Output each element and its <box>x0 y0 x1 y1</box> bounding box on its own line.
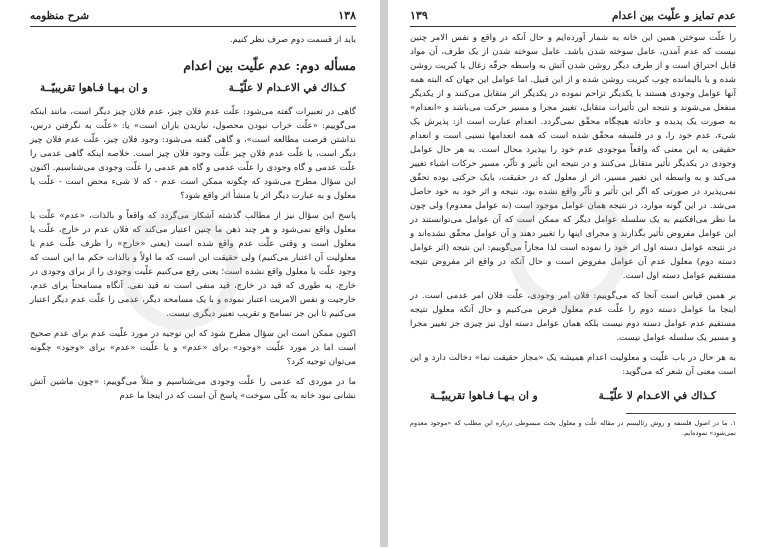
right-verse <box>430 389 716 403</box>
left-intro-line: باید از قسمت دوم صرف نظر کنیم. <box>229 35 356 45</box>
watermark-seal-right <box>508 190 628 310</box>
left-paragraph-3: اکنون ممکن است این سؤال مطرح شود که این توجیه در مورد علّیت عدم برای عدم صحیح است اما در مورد علّیت «وجود» برای «عدم» و یا علّیت «عدم» برای «وجود» چگونه می‌توان توجیه کرد؟ <box>30 329 356 367</box>
left-paragraph-2: پاسخ این سؤال نیز از مطالب گذشته آشکار می‌گردد که واقعاً و بالذات، «عدم» علّت یا معلول واقع نمی‌شود و هر چند ذهن ما چنین اعتبار می‌کند که فلان عدم در خارج، علّت یا معلول است و وقتی علّت عدم واقع شده است (یعنی «خارج» را ظرف علّت عدم یا معلولیت آن اعتبار می‌کنیم) ولی حقیقت این است که ما اولاً و بالذات حکم ما این است که وجود علّت یا معلول واقع نشده است؛ یعنی رفع می‌کنیم علّیت وجودی را از برای وجودی در خارج، به طوری که قید در خارج، قید منفی است نه قید نفی. آنگاه مسامحتاً برای عدم، خارجیت و نفس الامریت اعتبار نموده و با یک مسامحه دیگر، عدمی را علّت عدم دیگر اعتبار می‌کنیم تا این جز تسامح و تقریب تعبیر دیگری نیست. <box>30 211 356 319</box>
right-paragraph-3: به هر حال در باب علّیت و معلولیت اعدام همیشه یک «مجاز حقیقت نما» دخالت دارد و این است معنی آن شعر که می‌گوید: <box>410 353 736 377</box>
left-paragraph-4: ما در موردی که عدمی را علّت وجودی می‌شناسیم و مثلاً می‌گوییم: «چون ماشین آتش نشانی نبود خانه به کلّی سوخت» پاسخ آن است که در اینجا ما عدم <box>30 377 356 401</box>
left-verse-first-hemistich: كـذاك في الاعـدام لا علّيّــة <box>228 82 346 94</box>
book-gutter <box>380 0 388 547</box>
footnote: ۱. ما در اصول فلسفه و روش رئالیسم در مقاله علّت و معلول بحث مبسوطی درباره این مطلب که «موجود معدوم نمی‌شود» نموده‌ایم. <box>410 419 736 437</box>
right-paragraph-1: را علّت سوختن همین این خانه به شمار آورده‌ایم و حال آنکه در واقع و نفس الامر چنین نیست که عدم آمدن، عامل سوخته شدن باشد. عامل سوخته شدن از یک طرف، آن مواد قابل احتراق است و از طرف دیگر روشن شدن آتش به واسطه جرقّه زغال یا کبریت روشن شده و یا بالیمانده چوب کبریت روشن شده و از این قبیل. اما عوامل این جهان که البته همه آنها عوامل وجودی هستند با یکدیگر تزاحم نموده در یکدیگر اثر متقابل می‌کنند و از یکدیگر منفعل می‌شوند و نتیجه این تأثیرات متقابل، تغییر مجرا و مسیر حرکت می‌باشد و «انعدام» به صورت یک پدیده و حادثه هیچگاه محقّق نمی‌گردد. انعدام عبارت است از: پذیرش یک شیء، عدم خود را، و در فلسفه محقّق شده است که همه انعدامها نسبی است و انعدام حقیقی به این معنی که واقعاً موجودی عدم خود را بپذیرد محال است. به هر حال عوامل وجودی در یکدیگر تأثیر متقابل می‌کنند و در نتیجه این تأثیر و تأثّر، مسیر حرکات اشیاء تغییر می‌کند و به واسطه این تغییر مسیر، اثر از معلول که در حقیقت، بایک حرکتی بوده تحقّق نمی‌پذیرد در صورتی که اگر این تأثیر و تأثّر واقع نشده بود، نتیجه و اثر خود به خود حاصل می‌شد. در این گونه موارد، در نتیجه همان عوامل موجود است (نه عوامل معدوم) ولی چون ما نظر می‌افکنیم به یک سلسله عوامل دیگر که ممکن است که آن عوامل می‌توانستند در این عوامل مفروض تأثیر بگذارند و مجرای اینها را تغییر دهند و آن عوامل محقّق نشده‌اند و در نتیجه عوامل دسته اول اثر خود را نموده است لذا مجازاً می‌گوییم: این نتیجه (اثر عوامل دسته دوم) معلول عدم آن عوامل مفروض است و حال آنکه در واقع اثر مفروض نتیجه مستقیم عوامل دسته اول است. <box>410 33 736 281</box>
right-page-header <box>410 8 736 27</box>
left-page-number: ۱۳۸ <box>338 9 356 22</box>
right-running-title: عدم تمایز و علّیت بین اعدام <box>612 9 736 22</box>
right-paragraph-2: بر همین قیاس است آنجا که می‌گوییم: فلان امر وجودی، علّت فلان امر عدمی است. در اینجا ما عوامل دسته دوم را علّت عدم معلول فرض می‌کنیم و حال آنکه معلول نتیجه مستقیم عدم عوامل دسته دوم نیست بلکه همان عوامل دسته اول نیز چیزی جز تغییر مجرا و مسیر یک سلسله عوامل نیست. <box>410 291 736 343</box>
right-page-number: ۱۳۹ <box>410 9 428 22</box>
left-paragraph-1: گاهی در تعبیرات گفته می‌شود: علّت عدم فلان چیز، عدم فلان چیز دیگر است، مانند اینکه می‌گوییم: «علّت خراب نبودن محصول، نباریدن باران است» یا: «علّت به نگرفتن درس، نداشتن فرصت مطالعه است»، و گاهی گفته می‌شود: وجود فلان چیز، علّت عدم فلان چیز دیگر است، یا علّت عدم فلان چیز علّت وجود فلان چیز است. خلاصه اینکه گاهی عدمی را علّت عدمی و گاه وجودی را علّت عدمی و گاه هم عدمی را علّت وجودی می‌شناسیم. اکنون این سؤال مطرح می‌شود که چگونه ممکن است عدم - که لا شیء محض است - علّت یا معلول و به عبارت دیگر اثر یا منشأ اثر واقع شود؟ <box>30 107 356 201</box>
right-verse-second-hemistich: و ان بـهـا فـاهوا تقريبيّــة <box>430 390 538 402</box>
footnote-separator <box>626 413 736 414</box>
left-page-header <box>30 8 356 27</box>
left-verse-second-hemistich: و ان بـهـا فـاهوا تقريبيّــة <box>40 82 148 94</box>
section-title: مسأله دوم: عدم علّیت بین اعدام <box>183 58 356 73</box>
left-running-title: شرح منظومه <box>30 9 90 22</box>
watermark-seal-left <box>120 210 240 330</box>
left-verse <box>40 81 346 95</box>
right-verse-first-hemistich: كـذاك في الاعـدام لا علّيّــة <box>598 390 716 402</box>
